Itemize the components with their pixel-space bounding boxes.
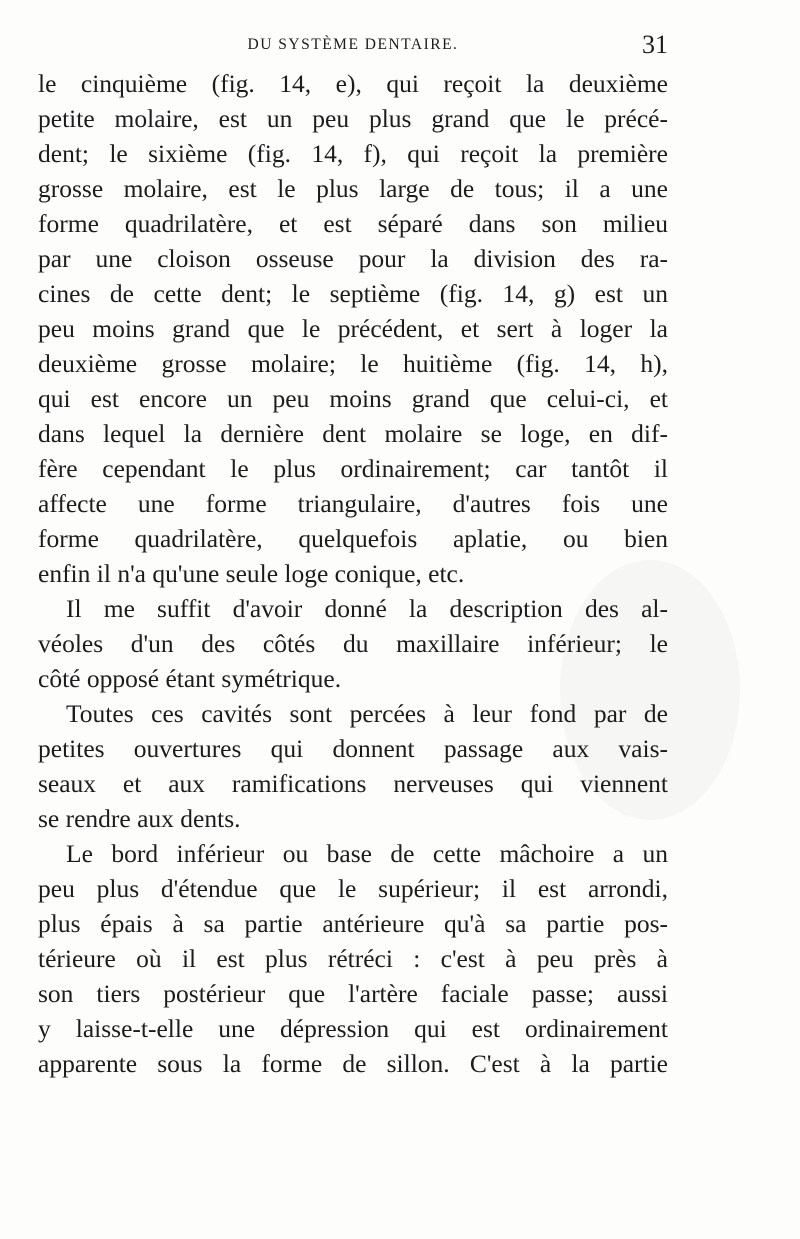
text-line: véoles d'un des côtés du maxillaire inférieur; le <box>38 629 668 658</box>
text-line: Il me suffit d'avoir donné la description des al- <box>66 594 668 623</box>
text-line: Toutes ces cavités sont percées à leur fond par de <box>66 699 668 728</box>
text-line: forme quadrilatère, quelquefois aplatie, ou bien <box>38 524 668 553</box>
text-line: son tiers postérieur que l'artère faciale passe; aussi <box>38 979 668 1008</box>
text-line: deuxième grosse molaire; le huitième (fig. 14, h), <box>38 349 668 378</box>
text-line: y laisse-t-elle une dépression qui est ordinairement <box>38 1014 668 1043</box>
page-number: 31 <box>642 30 668 59</box>
text-line: Le bord inférieur ou base de cette mâchoire a un <box>66 839 668 868</box>
text-line: petites ouvertures qui donnent passage aux vais- <box>38 734 668 763</box>
text-line: enfin il n'a qu'une seule loge conique, etc. <box>38 559 465 588</box>
text-line: cines de cette dent; le septième (fig. 14, g) est un <box>38 279 668 308</box>
text-line: peu plus d'étendue que le supérieur; il est arrondi, <box>38 874 668 903</box>
running-title: DU SYSTÈME DENTAIRE. <box>247 36 459 53</box>
text-line: dent; le sixième (fig. 14, f), qui reçoit la première <box>38 139 668 168</box>
body-text <box>38 66 668 1081</box>
text-line: plus épais à sa partie antérieure qu'à sa partie pos- <box>38 909 668 938</box>
running-head <box>38 30 668 66</box>
text-line: dans lequel la dernière dent molaire se loge, en dif- <box>38 419 668 448</box>
text-line: térieure où il est plus rétréci : c'est à peu près à <box>38 944 668 973</box>
text-line: par une cloison osseuse pour la division des ra- <box>38 244 668 273</box>
text-line: apparente sous la forme de sillon. C'est à la partie <box>38 1049 668 1078</box>
text-line: affecte une forme triangulaire, d'autres fois une <box>38 489 668 518</box>
text-line: forme quadrilatère, et est séparé dans son milieu <box>38 209 668 238</box>
text-line: côté opposé étant symétrique. <box>38 664 342 693</box>
text-line: seaux et aux ramifications nerveuses qui viennent <box>38 769 668 798</box>
text-line: le cinquième (fig. 14, e), qui reçoit la deuxième <box>38 69 668 98</box>
text-line: se rendre aux dents. <box>38 804 241 833</box>
text-line: petite molaire, est un peu plus grand que le précé- <box>38 104 668 133</box>
text-line: qui est encore un peu moins grand que celui-ci, et <box>38 384 668 413</box>
text-line: peu moins grand que le précédent, et sert à loger la <box>38 314 668 343</box>
text-line: fère cependant le plus ordinairement; car tantôt il <box>38 454 668 483</box>
text-line: grosse molaire, est le plus large de tous; il a une <box>38 174 668 203</box>
